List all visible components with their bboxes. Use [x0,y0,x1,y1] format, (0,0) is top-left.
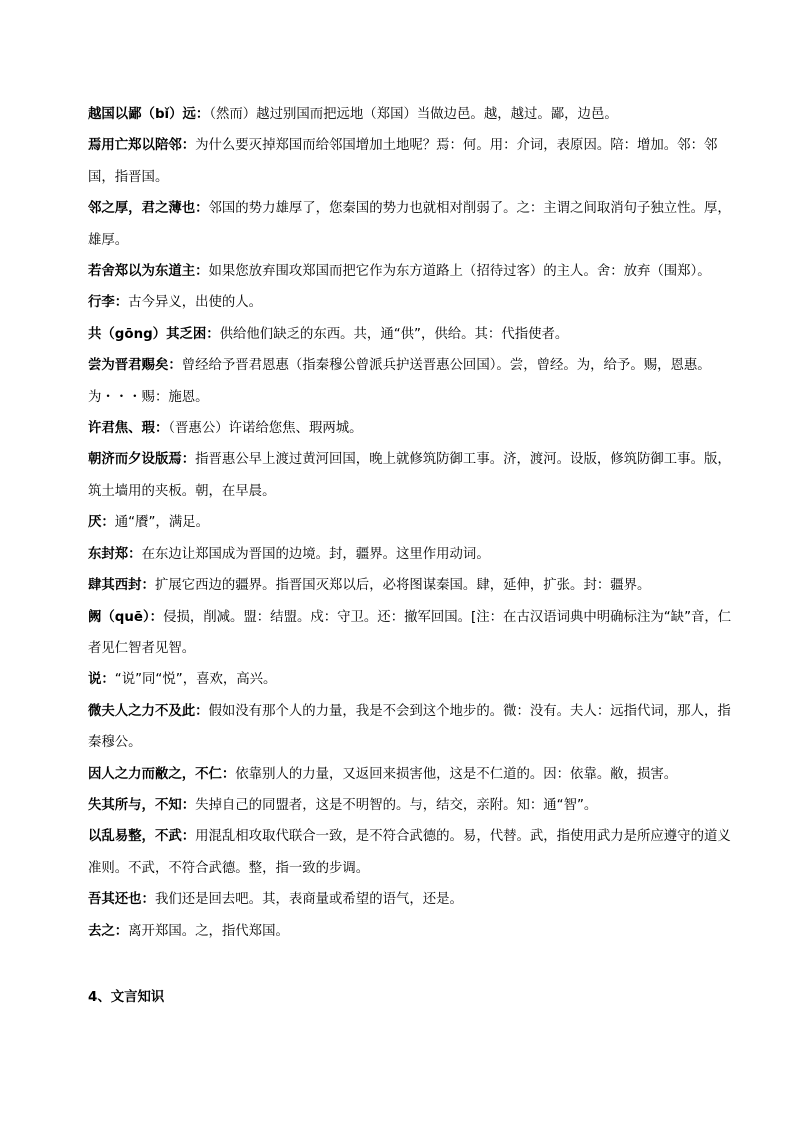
annotation-entry [88,99,740,130]
entry-term: 共（gōng）其乏困： [88,326,220,342]
annotation-entry [88,821,740,884]
entry-term: 行李： [88,295,129,311]
annotation-entry [88,664,740,695]
entry-text: （然而）越过别国而把远地（郑国）当做边邑。越，越过。鄙，边邑。 [209,107,618,122]
annotation-entry [88,130,740,193]
annotation-entry [88,413,740,444]
entry-term: 越国以鄙（bǐ）远： [88,107,210,122]
entry-term: 微夫人之力不及此： [88,703,209,719]
annotation-entry [88,350,740,413]
entry-term: 吾其还也： [88,892,155,908]
entry-text: 假如没有那个人的力量，我是不会到这个地步的。微：没有。夫人：远指代词，那人，指秦穆公。 [88,703,731,751]
annotation-entry [88,287,740,318]
entry-text: 我们还是回去吧。其，表商量或希望的语气，还是。 [154,892,463,908]
entry-text: 扩展它西边的疆界。指晋国灭郑以后，必将图谋秦国。肆，延伸，扩张。封：疆界。 [154,578,651,594]
annotation-entry [88,444,740,507]
entry-text: 侵损，削减。盟：结盟。戍：守卫。还：撤军回国。[注：在古汉语词典中明确标注为“缺”音，仁者见仁智者见智。 [88,609,732,656]
entry-term: 去之： [88,923,129,939]
annotation-entry [88,256,740,287]
entry-text: 指晋惠公早上渡过黄河回国，晚上就修筑防御工事。济，渡河。设版，修筑防御工事。版，筑土墙用的夹板。朝，在早晨。 [88,452,731,499]
entry-term: 阙（quē）： [88,609,164,625]
annotation-entry [88,507,740,538]
annotation-entry [88,539,740,570]
entry-text: 通“餍”，满足。 [114,515,209,531]
entry-text: 古今异义，出使的人。 [128,295,263,311]
entry-term: 朝济而夕设版焉： [88,452,196,468]
annotation-entry [88,602,740,665]
entry-term: 以乱易整，不武： [88,829,196,845]
annotation-entry [88,570,740,601]
entry-text: “说”同“悦”，喜欢，高兴。 [114,672,277,688]
annotation-entry [88,759,740,790]
entry-text: 曾经给予晋君恩惠（指秦穆公曾派兵护送晋惠公回国）。尝，曾经。为，给予。赐，恩惠。为・・・赐：施恩。 [88,358,711,405]
entry-term: 东封郑： [88,546,142,562]
annotation-entry [88,884,740,915]
entry-term: 因人之力而敝之，不仁： [88,766,236,782]
entry-term: 说： [88,672,115,688]
entry-term: 邻之厚，君之薄也： [88,201,209,217]
annotation-entry [88,193,740,256]
entry-term: 许君焦、瑕： [88,421,169,437]
section-heading: 4、文言知识 [88,990,165,1005]
entry-term: 若舍郑以为东道主： [88,264,209,280]
entry-term: 焉用亡郑以陪邻： [88,138,196,154]
entry-term: 尝为晋君赐矣： [88,358,182,374]
entry-text: 为什么要灭掉郑国而给邻国增加土地呢？焉：何。用：介词，表原因。陪：增加。邻：邻国，指晋国。 [88,138,718,185]
entry-text: 邻国的势力雄厚了，您秦国的势力也就相对削弱了。之：主谓之间取消句子独立性。厚，雄厚。 [88,201,731,248]
entry-text: 供给他们缺乏的东西。共，通“供”，供给。其：代指使者。 [219,326,569,342]
annotation-entry [88,790,740,821]
entry-text: （晋惠公）许诺给您焦、瑕两城。 [168,421,363,437]
entry-text: 如果您放弃围攻郑国而把它作为东方道路上（招待过客）的主人。舍：放弃（围郑）。 [208,264,711,280]
entry-term: 厌： [88,515,115,531]
entry-term: 失其所与，不知： [88,797,196,813]
entry-text: 离开郑国。之，指代郑国。 [128,923,289,939]
entry-text: 用混乱相攻取代联合一致，是不符合武德的。易，代替。武，指使用武力是所应遵守的道义准则。不武，不符合武德。整，指一致的步调。 [88,829,731,876]
annotation-entry [88,696,740,759]
entry-text: 依靠别人的力量，又返回来损害他，这是不仁道的。因：依靠。敝，损害。 [235,766,678,782]
annotation-entry [88,319,740,350]
entry-term: 肆其西封： [88,578,155,594]
annotation-list [88,99,740,947]
annotation-entry [88,916,740,947]
entry-text: 失掉自己的同盟者，这是不明智的。与，结交，亲附。知：通“智”。 [195,797,598,813]
entry-text: 在东边让郑国成为晋国的边境。封，疆界。这里作用动词。 [141,546,490,562]
